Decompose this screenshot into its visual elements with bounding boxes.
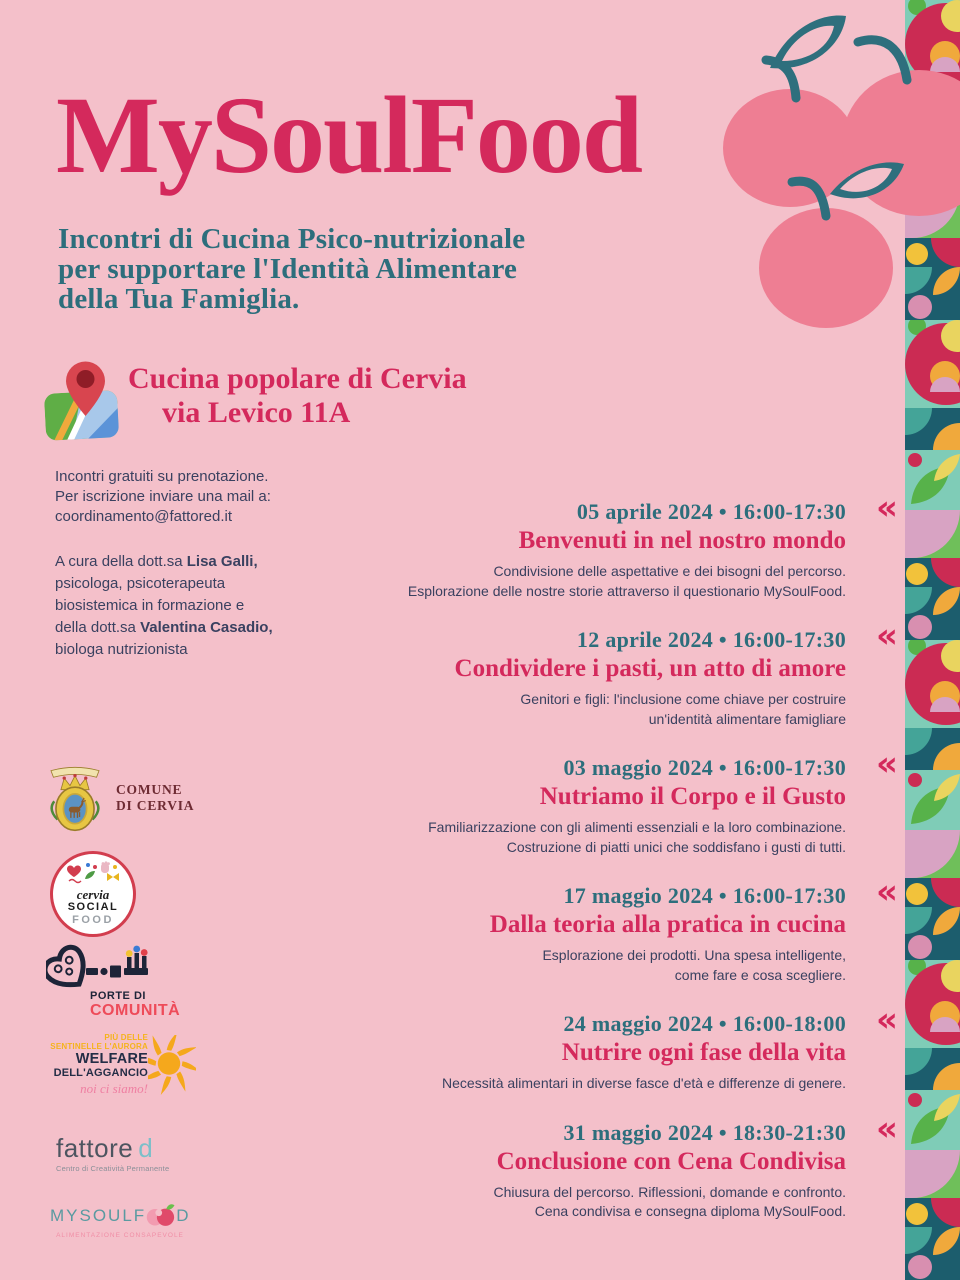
sun-icon: [148, 1035, 196, 1095]
subtitle-line: per supportare l'Identità Alimentare: [58, 253, 518, 285]
cervia-crest-icon: [46, 757, 104, 839]
logo-mysoulfood: [50, 1202, 200, 1239]
event-item: [326, 616, 898, 729]
info-line: Incontri gratuiti su prenotazione.: [55, 468, 269, 485]
event-date: 12 aprile 2024 • 16:00-17:30: [576, 627, 846, 652]
logo-fattore-d: [56, 1134, 169, 1173]
event-date: 03 maggio 2024 • 16:00-17:30: [563, 755, 846, 780]
location-address: via Levico 11A: [162, 396, 351, 429]
porte-text: PORTE DI COMUNITÀ: [90, 990, 181, 1020]
curators-line: biologa nutrizionista: [55, 641, 188, 658]
event-item: [326, 1108, 898, 1222]
registration-info: [55, 467, 271, 527]
subtitle-line: della Tua Famiglia.: [58, 283, 300, 315]
logo-comune-di-cervia: [46, 757, 194, 839]
double-chevron-left-icon: «: [876, 616, 898, 656]
events-list: [326, 488, 898, 1248]
event-date: 24 maggio 2024 • 16:00-18:00: [563, 1011, 846, 1036]
curators-line: psicologa, psicoterapeuta: [55, 575, 226, 592]
location: [40, 352, 467, 446]
mysoulfood-wordmark: MYSOULF D: [50, 1202, 200, 1228]
location-name: Cucina popolare di Cervia: [128, 362, 467, 395]
info-line: Per iscrizione inviare una mail a:: [55, 488, 271, 505]
event-description: Esplorazione dei prodotti. Una spesa intelligente, come fare e cosa scegliere.: [542, 947, 846, 983]
social-food-confetti-icon: [65, 861, 121, 887]
welfare-text: PIÙ DELLE SENTINELLE L'AURORA WELFARE DELL'AGGANCIO noi ci siamo!: [50, 1033, 148, 1096]
double-chevron-left-icon: «: [876, 488, 898, 528]
double-chevron-left-icon: «: [876, 744, 898, 784]
event-item: [326, 872, 898, 985]
event-date: 17 maggio 2024 • 16:00-17:30: [563, 883, 846, 908]
event-description: Necessità alimentari in diverse fasce d'età e differenze di genere.: [442, 1075, 846, 1091]
social-food-script: cervia: [76, 887, 110, 903]
event-item: [326, 488, 898, 601]
event-description: Familiarizzazione con gli alimenti essenziali e la loro combinazione. Costruzione di piatti unici che soddisfano i gusti di tutti.: [428, 819, 846, 855]
event-title: Condividere i pasti, un atto di amore: [454, 655, 846, 682]
event-item: [326, 1000, 898, 1094]
event-date: 05 aprile 2024 • 16:00-17:30: [576, 499, 846, 524]
apples-illustration: [620, 0, 960, 340]
key-icon: [46, 944, 148, 992]
curator-name: Lisa Galli,: [186, 553, 258, 570]
curators-line: biosistemica in formazione e: [55, 597, 245, 614]
page-title: MySoulFood: [56, 74, 642, 196]
event-description: Genitori e figli: l'inclusione come chiave per costruire un'identità alimentare famigliare: [520, 691, 846, 727]
map-pin-icon: [40, 352, 124, 446]
event-date: 31 maggio 2024 • 18:30-21:30: [563, 1119, 846, 1145]
double-chevron-left-icon: «: [876, 1000, 898, 1040]
logo-porte-di-comunita: [46, 944, 180, 1020]
curators-line: della dott.sa Valentina Casadio,: [55, 619, 273, 636]
comune-text: COMUNE DI CERVIA: [116, 782, 195, 813]
event-title: Nutrire ogni fase della vita: [561, 1039, 846, 1066]
curators-line: A cura della dott.sa Lisa Galli,: [55, 553, 258, 570]
double-chevron-left-icon: «: [876, 1108, 898, 1149]
event-description: Condivisione delle aspettative e dei bisogni del percorso. Esplorazione delle nostre storie attraverso il questionario MySoulFood.: [407, 563, 846, 599]
event-title: Dalla teoria alla pratica in cucina: [489, 911, 846, 938]
event-item: [326, 744, 898, 857]
mysoulfood-tagline: ALIMENTAZIONE CONSAPEVOLE: [56, 1232, 184, 1239]
fattored-wordmark: fattore d: [56, 1133, 154, 1163]
subtitle-line: Incontri di Cucina Psico-nutrizionale: [58, 223, 526, 255]
event-title: Nutriamo il Corpo e il Gusto: [539, 783, 846, 810]
curators-info: [55, 551, 273, 661]
double-chevron-left-icon: «: [876, 872, 898, 912]
event-title: Conclusione con Cena Condivisa: [496, 1147, 846, 1175]
fattored-tagline: Centro di Creatività Permanente: [56, 1164, 170, 1173]
event-description: Chiusura del percorso. Riflessioni, domande e confronto. Cena condivisa e consegna diploma MySoulFood.: [493, 1183, 846, 1219]
email-address: coordinamento@fattored.it: [55, 508, 232, 525]
subtitle: [58, 224, 525, 314]
apple-icon: [146, 1202, 176, 1228]
curator-name: Valentina Casadio,: [140, 619, 273, 636]
location-text: [128, 352, 467, 446]
logo-cervia-social-food: cervia SOCIAL FOOD: [50, 851, 136, 937]
logo-welfare-dell-aggancio: [48, 1033, 196, 1096]
event-title: Benvenuti in nel nostro mondo: [518, 527, 846, 554]
